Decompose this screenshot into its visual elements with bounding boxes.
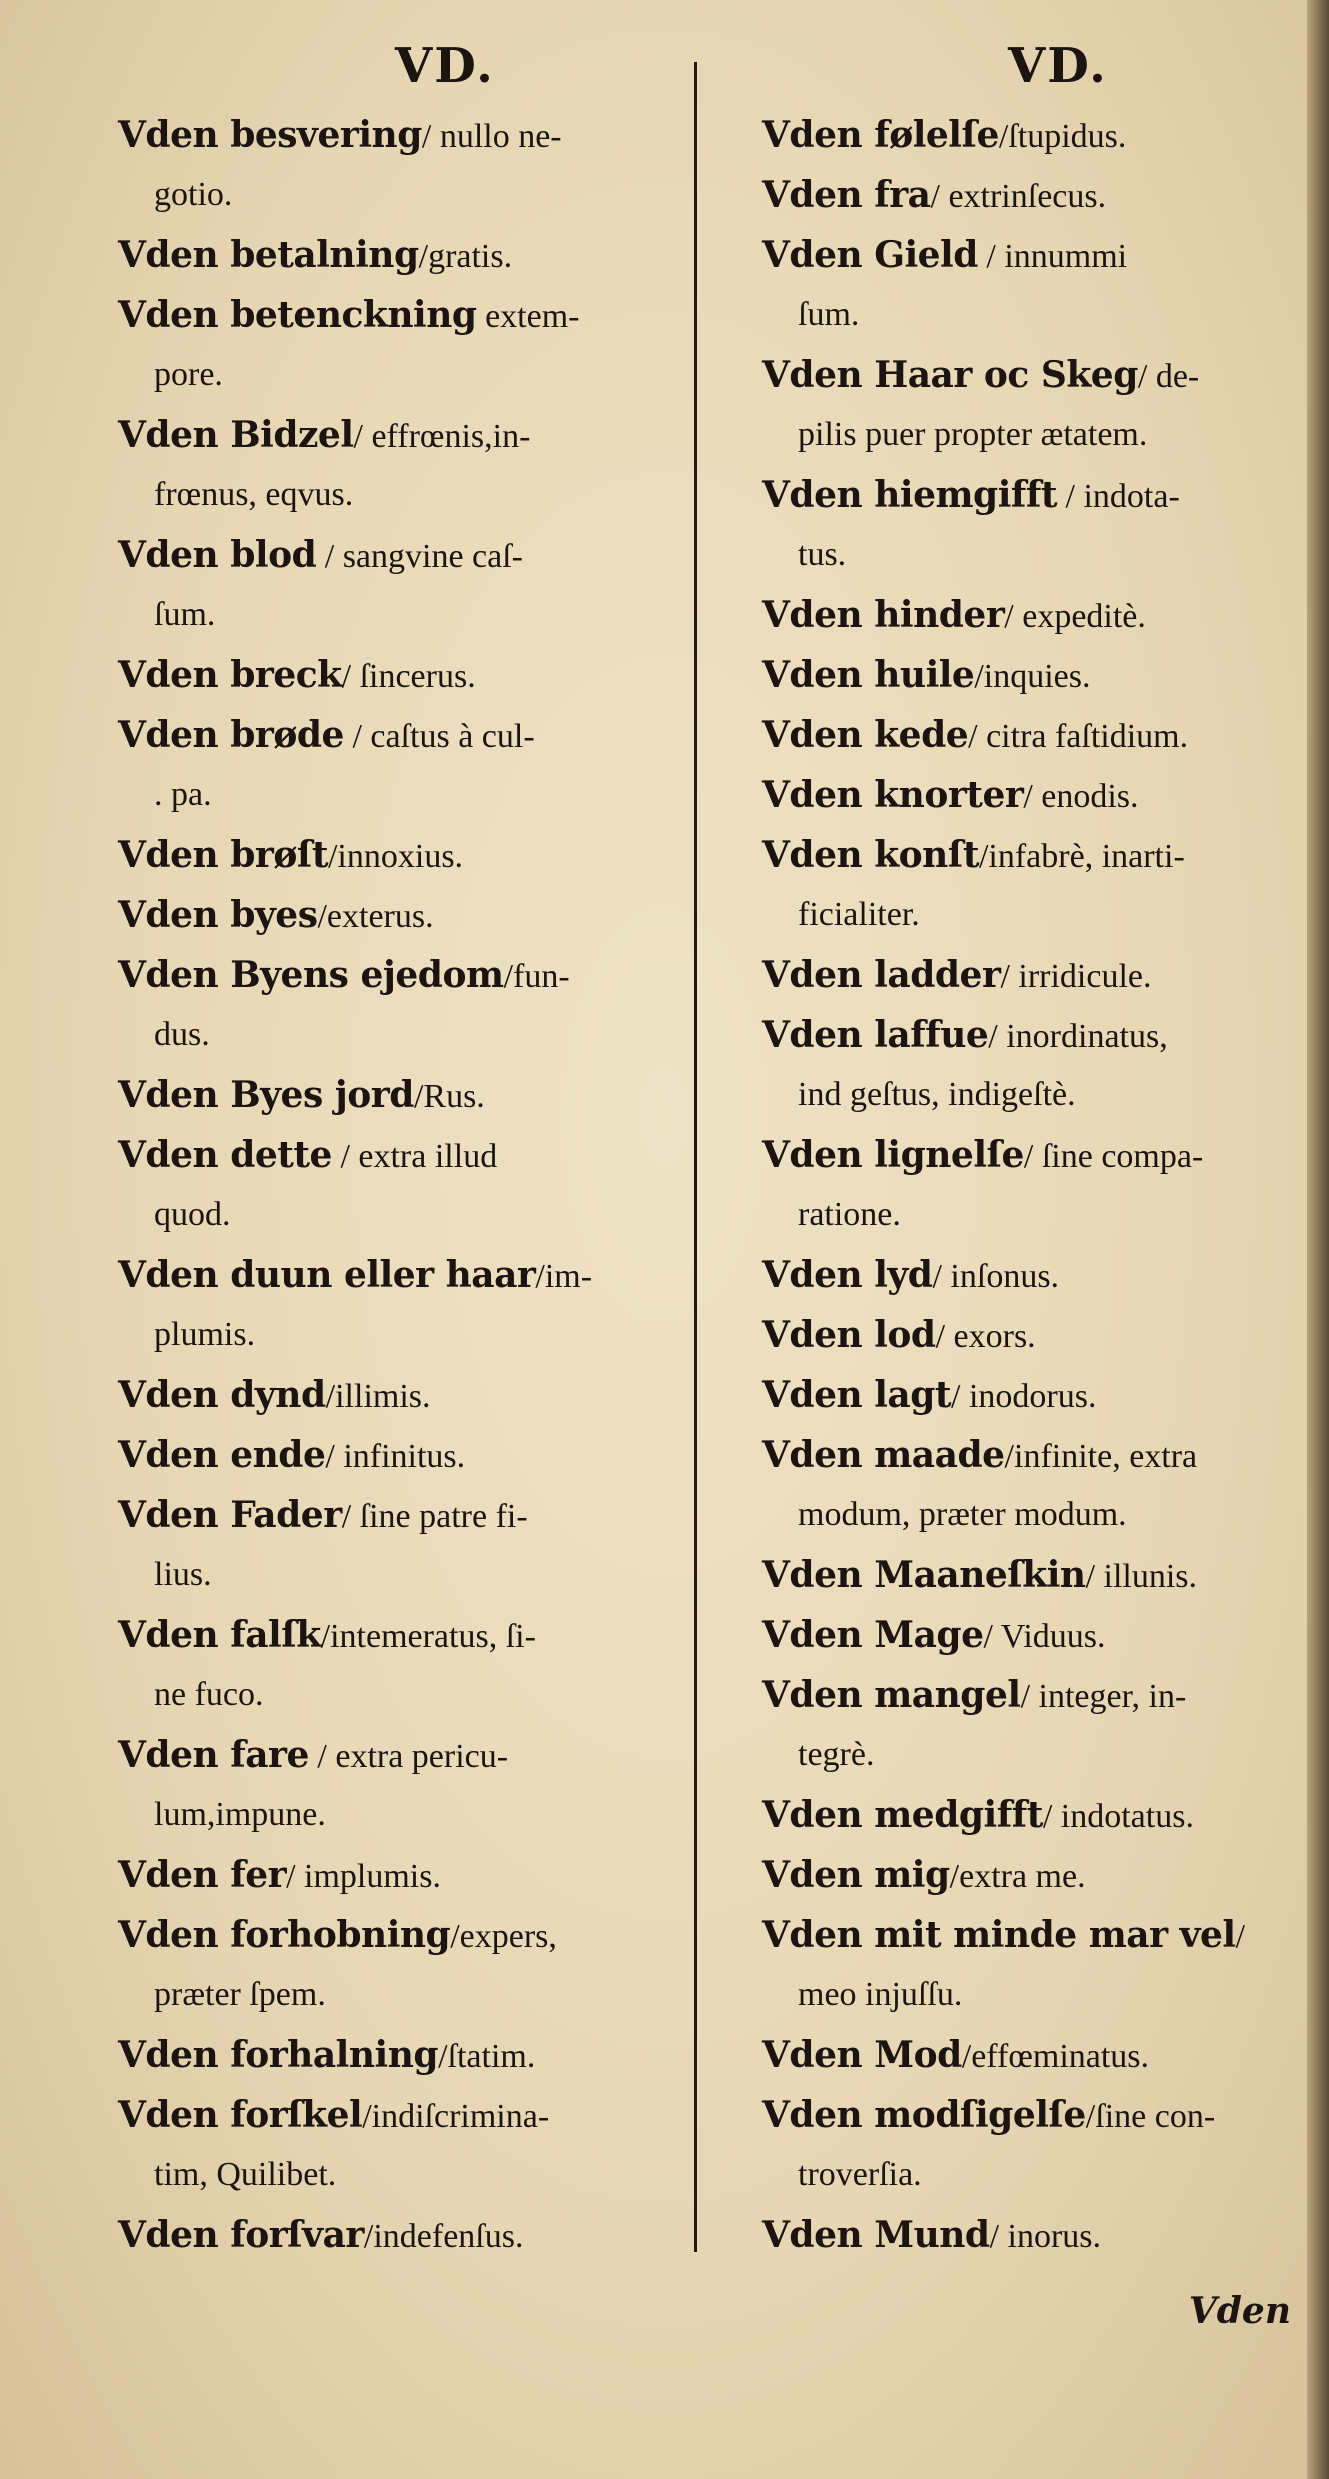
entry-first-line [118, 2085, 708, 2145]
dictionary-entry [118, 705, 708, 825]
dictionary-entry [762, 1545, 1322, 1605]
latin-gloss: / expeditè. [1004, 598, 1146, 635]
latin-gloss: / inorus. [989, 2218, 1102, 2255]
headword: Vden modſigelſe [762, 2094, 1086, 2136]
latin-gloss: lius. [154, 1556, 212, 1593]
entry-first-line [118, 825, 708, 885]
latin-gloss: /ſine con- [1085, 2098, 1216, 2135]
dictionary-entry [762, 165, 1322, 225]
headword: Vden laffue [762, 1014, 989, 1056]
latin-gloss: pilis puer propter ætatem. [798, 416, 1148, 453]
latin-gloss: / de- [1137, 358, 1200, 395]
dictionary-entry [118, 945, 708, 1065]
latin-gloss: quod. [154, 1196, 231, 1233]
latin-gloss: tim, Quilibet. [154, 2156, 337, 2193]
latin-gloss: / inſonus. [932, 1258, 1060, 1295]
headword: Vden duun eller haar [118, 1254, 536, 1296]
headword: Vden mangel [762, 1674, 1021, 1716]
dictionary-entry [762, 705, 1322, 765]
entry-continuation-line [118, 345, 708, 405]
latin-gloss: / indota- [1057, 478, 1180, 515]
entry-first-line [118, 1245, 708, 1305]
latin-gloss: /innoxius. [327, 838, 464, 875]
latin-gloss: troverſia. [798, 2156, 922, 2193]
entry-first-line [118, 405, 708, 465]
headword: Vden dette [118, 1134, 332, 1176]
entry-continuation-line [118, 165, 708, 225]
dictionary-entry [762, 2205, 1322, 2265]
headword: Vden Maaneſkin [762, 1554, 1086, 1596]
headword: Vden Byes jord [118, 1074, 414, 1116]
dictionary-entry [118, 885, 708, 945]
right-column [762, 105, 1322, 2265]
entry-continuation-line [762, 1965, 1322, 2025]
latin-gloss: dus. [154, 1016, 210, 1053]
headword: Vden hinder [762, 594, 1005, 636]
latin-gloss: /fun- [503, 958, 570, 995]
latin-gloss: /inquies. [974, 658, 1091, 695]
dictionary-entry [762, 1785, 1322, 1845]
latin-gloss: / Viduus. [983, 1618, 1106, 1655]
latin-gloss: /Rus. [413, 1078, 485, 1115]
entry-first-line [762, 2085, 1322, 2145]
dictionary-entry [118, 1725, 708, 1845]
entry-first-line [118, 1425, 708, 1485]
entry-first-line [118, 225, 708, 285]
entry-first-line [762, 2025, 1322, 2085]
latin-gloss: / integer, in- [1020, 1678, 1187, 1715]
headword: Vden falſk [118, 1614, 321, 1656]
entry-first-line [762, 165, 1322, 225]
dictionary-entry [118, 285, 708, 405]
latin-gloss: frœnus, eqvus. [154, 476, 354, 513]
dictionary-entry [762, 1905, 1322, 2025]
dictionary-entry [118, 645, 708, 705]
dictionary-entry [118, 825, 708, 885]
dictionary-entry [118, 2205, 708, 2265]
dictionary-entry [762, 2025, 1322, 2085]
headword: Vden Mage [762, 1614, 984, 1656]
entry-first-line [762, 1005, 1322, 1065]
latin-gloss: præter ſpem. [154, 1976, 326, 2013]
latin-gloss: / [1235, 1918, 1246, 1955]
headword: Vden forſkel [118, 2094, 363, 2136]
latin-gloss: /gratis. [418, 238, 513, 275]
left-column [118, 105, 708, 2265]
latin-gloss: /intemeratus, ſi- [320, 1618, 536, 1655]
dictionary-entry [118, 405, 708, 525]
headword: Vden betalning [118, 234, 419, 276]
entry-continuation-line [762, 525, 1322, 585]
dictionary-entry [118, 1905, 708, 2025]
latin-gloss: ratione. [798, 1196, 901, 1233]
latin-gloss: modum, præter modum. [798, 1496, 1127, 1533]
latin-gloss: ſum. [798, 296, 860, 333]
entry-first-line [118, 1125, 708, 1185]
headword: Vden ladder [762, 954, 1001, 996]
headword: Vden betenckning [118, 294, 477, 336]
dictionary-entry [762, 1005, 1322, 1125]
dictionary-entry [118, 1365, 708, 1425]
latin-gloss: / inodorus. [951, 1378, 1097, 1415]
entry-first-line [118, 1905, 708, 1965]
entry-continuation-line [118, 585, 708, 645]
headword: Vden brøſt [118, 834, 328, 876]
entry-first-line [118, 1365, 708, 1425]
dictionary-entry [762, 1305, 1322, 1365]
entry-first-line [118, 1605, 708, 1665]
latin-gloss: / implumis. [286, 1858, 441, 1895]
entry-first-line [118, 2205, 708, 2265]
headword: Vden hiemgifft [762, 474, 1058, 516]
headword: Vden mit minde mar vel [762, 1914, 1236, 1956]
latin-gloss: extem- [476, 298, 580, 335]
latin-gloss: / citra faſtidium. [968, 718, 1189, 755]
dictionary-entry [118, 2085, 708, 2205]
latin-gloss: ficialiter. [798, 896, 920, 933]
dictionary-entry [762, 1665, 1322, 1785]
entry-continuation-line [762, 1065, 1322, 1125]
latin-gloss: / infinitus. [325, 1438, 466, 1475]
latin-gloss: / effrœnis,in- [353, 418, 531, 455]
headword: Vden breck [118, 654, 342, 696]
latin-gloss: / caſtus à cul- [343, 718, 535, 755]
entry-first-line [762, 765, 1322, 825]
latin-gloss: / indotatus. [1042, 1798, 1194, 1835]
entry-continuation-line [762, 1485, 1322, 1545]
entry-first-line [762, 1425, 1322, 1485]
dictionary-entry [762, 465, 1322, 585]
latin-gloss: / extra illud [331, 1138, 498, 1175]
dictionary-entry [762, 345, 1322, 465]
headword: Vden Fader [118, 1494, 342, 1536]
entry-first-line [118, 1725, 708, 1785]
latin-gloss: / extra pericu- [308, 1738, 509, 1775]
entry-continuation-line [118, 2145, 708, 2205]
latin-gloss: /effœminatus. [961, 2038, 1150, 2075]
running-header-left: VD. [395, 38, 495, 94]
entry-first-line [118, 105, 708, 165]
headword: Vden Haar oc Skeg [762, 354, 1138, 396]
dictionary-entry [118, 1065, 708, 1125]
entry-first-line [762, 825, 1322, 885]
headword: Vden lagt [762, 1374, 952, 1416]
latin-gloss: /expers, [450, 1918, 557, 1955]
dictionary-entry [118, 1425, 708, 1485]
entry-first-line [762, 1305, 1322, 1365]
dictionary-entry [118, 2025, 708, 2085]
dictionary-entry [762, 2085, 1322, 2205]
entry-first-line [118, 525, 708, 585]
entry-continuation-line [118, 1665, 708, 1725]
dictionary-entry [762, 945, 1322, 1005]
entry-first-line [118, 645, 708, 705]
headword: Vden Mod [762, 2034, 962, 2076]
entry-first-line [762, 705, 1322, 765]
dictionary-entry [118, 225, 708, 285]
entry-first-line [762, 1605, 1322, 1665]
headword: Vden fer [118, 1854, 287, 1896]
running-header-right: VD. [1008, 38, 1108, 94]
headword: Vden Byens ejedom [118, 954, 504, 996]
latin-gloss: /exterus. [317, 898, 434, 935]
headword: Vden fra [762, 174, 931, 216]
entry-first-line [118, 1485, 708, 1545]
headword: Vden dynd [118, 1374, 326, 1416]
entry-continuation-line [762, 2145, 1322, 2205]
latin-gloss: / nullo ne- [421, 118, 562, 155]
headword: Vden følelſe [762, 114, 999, 156]
latin-gloss: / ſine compa- [1023, 1138, 1204, 1175]
headword: Vden konſt [762, 834, 979, 876]
latin-gloss: / enodis. [1023, 778, 1139, 815]
entry-first-line [762, 1545, 1322, 1605]
entry-first-line [118, 885, 708, 945]
dictionary-entry [762, 585, 1322, 645]
latin-gloss: /extra me. [949, 1858, 1086, 1895]
entry-continuation-line [118, 1305, 708, 1365]
latin-gloss: tus. [798, 536, 847, 573]
entry-first-line [762, 2205, 1322, 2265]
latin-gloss: ne fuco. [154, 1676, 264, 1713]
latin-gloss: meo injuſſu. [798, 1976, 963, 2013]
entry-first-line [762, 1665, 1322, 1725]
entry-continuation-line [762, 885, 1322, 945]
latin-gloss: /ſtupidus. [998, 118, 1127, 155]
entry-first-line [118, 1065, 708, 1125]
dictionary-entry [762, 1605, 1322, 1665]
latin-gloss: lum,impune. [154, 1796, 326, 1833]
headword: Vden lod [762, 1314, 936, 1356]
latin-gloss: / ſincerus. [341, 658, 476, 695]
headword: Vden huile [762, 654, 975, 696]
latin-gloss: plumis. [154, 1316, 256, 1353]
dictionary-entry [762, 645, 1322, 705]
latin-gloss: tegrè. [798, 1736, 875, 1773]
headword: Vden besvering [118, 114, 422, 156]
headword: Vden byes [118, 894, 318, 936]
headword: Vden medgifft [762, 1794, 1043, 1836]
latin-gloss: / exors. [935, 1318, 1036, 1355]
headword: Vden fare [118, 1734, 309, 1776]
latin-gloss: /infabrè, inarti- [978, 838, 1185, 875]
dictionary-entry [762, 1425, 1322, 1545]
dictionary-entry [762, 1845, 1322, 1905]
headword: Vden Mund [762, 2214, 990, 2256]
entry-continuation-line [762, 1725, 1322, 1785]
dictionary-entry [118, 1485, 708, 1605]
entry-continuation-line [118, 1185, 708, 1245]
entry-first-line [118, 285, 708, 345]
entry-continuation-line [762, 285, 1322, 345]
entry-continuation-line [762, 1185, 1322, 1245]
dictionary-entry [118, 1845, 708, 1905]
entry-first-line [762, 1125, 1322, 1185]
latin-gloss: /indefenſus. [363, 2218, 524, 2255]
entry-first-line [762, 1245, 1322, 1305]
entry-continuation-line [118, 1965, 708, 2025]
entry-first-line [762, 1845, 1322, 1905]
headword: Vden lyd [762, 1254, 933, 1296]
latin-gloss: pore. [154, 356, 223, 393]
dictionary-entry [762, 1245, 1322, 1305]
entry-continuation-line [118, 1785, 708, 1845]
headword: Vden Bidzel [118, 414, 354, 456]
entry-first-line [762, 1905, 1322, 1965]
entry-first-line [762, 945, 1322, 1005]
entry-first-line [118, 2025, 708, 2085]
entry-first-line [762, 225, 1322, 285]
entry-first-line [118, 945, 708, 1005]
dictionary-entry [118, 1245, 708, 1365]
headword: Vden ende [118, 1434, 326, 1476]
dictionary-entry [118, 105, 708, 225]
headword: Vden forhobning [118, 1914, 451, 1956]
dictionary-entry [118, 525, 708, 645]
entry-continuation-line [762, 405, 1322, 465]
entry-first-line [762, 645, 1322, 705]
entry-first-line [118, 705, 708, 765]
entry-continuation-line [118, 1545, 708, 1605]
headword: Vden lignelſe [762, 1134, 1024, 1176]
entry-first-line [762, 1365, 1322, 1425]
latin-gloss: /indiſcrimina- [362, 2098, 550, 2135]
headword: Vden brøde [118, 714, 344, 756]
headword: Vden forſvar [118, 2214, 364, 2256]
entry-first-line [762, 465, 1322, 525]
headword: Vden maade [762, 1434, 1005, 1476]
entry-first-line [118, 1845, 708, 1905]
entry-first-line [762, 105, 1322, 165]
dictionary-entry [118, 1125, 708, 1245]
dictionary-entry [762, 765, 1322, 825]
dictionary-entry [762, 1125, 1322, 1245]
latin-gloss: / extrinſecus. [930, 178, 1107, 215]
headword: Vden mig [762, 1854, 950, 1896]
dictionary-entry [762, 1365, 1322, 1425]
headword: Vden blod [118, 534, 317, 576]
latin-gloss: / illunis. [1085, 1558, 1198, 1595]
latin-gloss: / sangvine caſ- [316, 538, 524, 575]
latin-gloss: . pa. [154, 776, 212, 813]
entry-continuation-line [118, 765, 708, 825]
latin-gloss: / irridicule. [1000, 958, 1152, 995]
entry-first-line [762, 585, 1322, 645]
latin-gloss: /infinite, extra [1004, 1438, 1198, 1475]
latin-gloss: /illimis. [325, 1378, 431, 1415]
dictionary-entry [762, 105, 1322, 165]
dictionary-entry [762, 825, 1322, 945]
entry-first-line [762, 345, 1322, 405]
latin-gloss: / ſine patre fi- [341, 1498, 528, 1535]
dictionary-entry [118, 1605, 708, 1725]
latin-gloss: ind geſtus, indigeſtè. [798, 1076, 1076, 1113]
entry-continuation-line [118, 1005, 708, 1065]
latin-gloss: gotio. [154, 176, 233, 213]
latin-gloss: / inordinatus, [988, 1018, 1168, 1055]
latin-gloss: ſum. [154, 596, 216, 633]
headword: Vden forhalning [118, 2034, 439, 2076]
latin-gloss: / innummi [977, 238, 1128, 275]
entry-first-line [762, 1785, 1322, 1845]
catchword: Vden [1188, 2290, 1291, 2332]
headword: Vden kede [762, 714, 969, 756]
latin-gloss: /ſtatim. [438, 2038, 536, 2075]
headword: Vden knorter [762, 774, 1024, 816]
dictionary-entry [762, 225, 1322, 345]
entry-continuation-line [118, 465, 708, 525]
latin-gloss: /im- [535, 1258, 593, 1295]
headword: Vden Gield [762, 234, 978, 276]
